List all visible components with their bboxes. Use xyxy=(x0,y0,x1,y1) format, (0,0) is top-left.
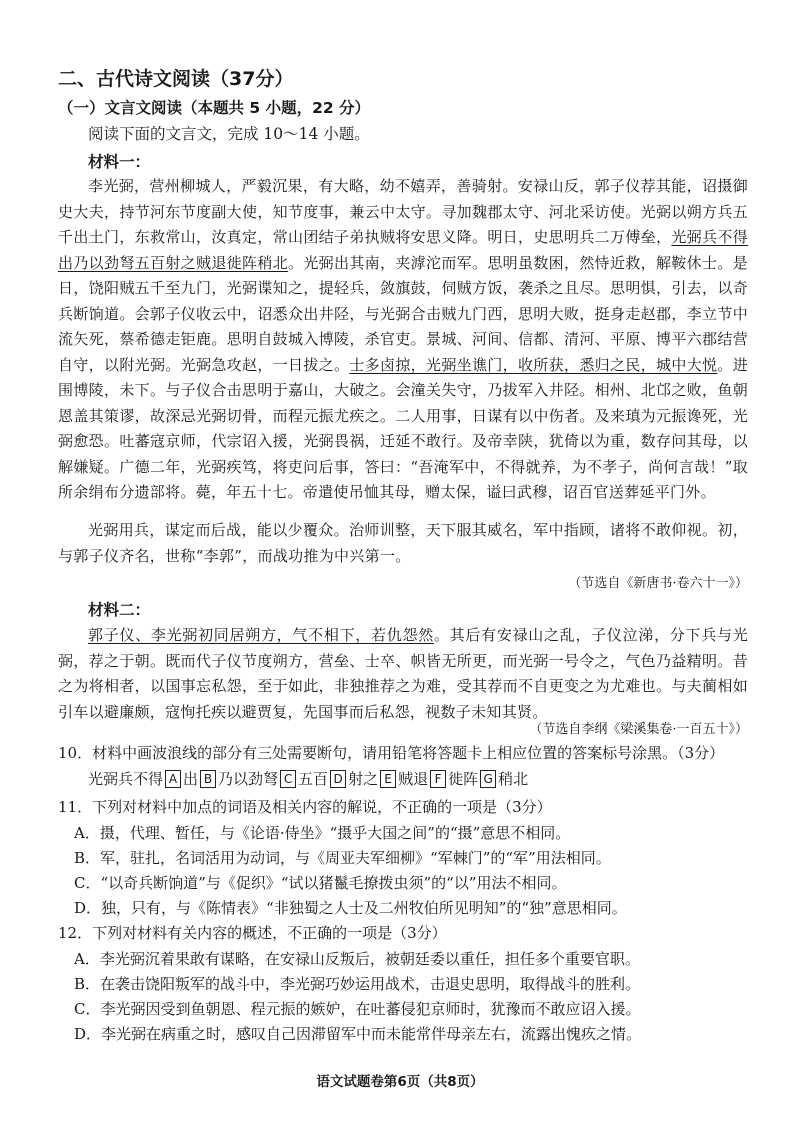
q11-option-b: B．军，驻扎，名词活用为动词，与《周亚夫军细柳》“军棘门”的“军”用法相同。 xyxy=(74,849,611,867)
q10-seg: 出 xyxy=(183,770,199,788)
material1-text-b: 。光弼出其南，夹滹沱而军。思明虽数困，然恃近救，解鞍休士。是日，饶阳贼五千至九门，光弼谍知之，提轻兵，敛旗鼓，伺贼方饭，袭杀之且尽。思明惧，引去，以奇兵断饷道。会郭子仪收云中，诏悉众出井陉，与光弼合击贼九门西，思明大败，挺身走赵郡，李立节中流矢死，蔡希德走钜鹿。思明自鼓城入博陵，杀官吏。景城、河间、信都、清河、平原、博平六郡结营自守，以附光弼。光弼急攻赵，一日拔之。 xyxy=(58,253,748,374)
instruction: 阅读下面的文言文，完成 10～14 小题。 xyxy=(88,125,370,143)
subsection-title: （一）文言文阅读（本题共 5 小题，22 分） xyxy=(58,99,371,117)
question-11: 11．下列对材料中加点的词语及相关内容的解说，不正确的一项是（3分） xyxy=(58,798,552,816)
question-12: 12．下列对材料有关内容的概述，不正确的一项是（3分） xyxy=(58,924,447,942)
q10-option-g[interactable]: G xyxy=(480,770,496,788)
q10-seg: 稍北 xyxy=(498,770,529,788)
underlined-sentence: 士多卤掠，光弼坐谯门，收所获，悉归之民，城中大悦 xyxy=(349,355,718,374)
q10-option-d[interactable]: D xyxy=(330,770,346,788)
q10-option-a[interactable]: A xyxy=(165,770,181,788)
q10-seg: 光弼兵不得 xyxy=(88,770,164,788)
material2-title: 材料二： xyxy=(88,601,151,619)
section-title: 二、古代诗文阅读（37分） xyxy=(58,68,294,90)
q12-option-b: B．在袭击饶阳叛军的战斗中，李光弼巧妙运用战术，击退史思明，取得战斗的胜利。 xyxy=(74,975,641,993)
material2-text: 。其后有安禄山之乱，子仪泣涕，分下兵与光弼，荐之于朝。既而代子仪节度朔方，营垒、士卒、帜皆无所更，而光弼一号令之，气色乃益精明。昔之为将相者，以国事忘私怨，至于如此，非独推荐之为难，受其荐而不自更变之为尤难也。与夫蔺相如引车以避廉颇，寇恂托疾以避贾复，先国事而后私怨，视数子未知其贤。 xyxy=(58,626,748,721)
q10-seg: 贼退 xyxy=(398,770,429,788)
material1-title: 材料一： xyxy=(88,153,151,171)
underlined-sentence-2: 郭子仪、李光弼初同居朔方，气不相下，若仇怨然 xyxy=(88,626,434,644)
question-10: 10．材料中画波浪线的部分有三处需要断句，请用铅笔将答题卡上相应位置的答案标号涂黑。（3分） xyxy=(58,744,725,762)
q10-option-b[interactable]: B xyxy=(200,770,216,788)
material1-text-a: 李光弼，营州柳城人，严毅沉果，有大略，幼不嬉弄，善骑射。安禄山反，郭子仪荐其能，诏摄御史大夫，持节河东节度副大使，知节度事，兼云中太守。寻加魏郡太守、河北采访使。光弼以朔方兵五千出土门，东救常山，汝真定，常山团结子弟执贼将安思义降。明日，史思明兵二万傅垒， xyxy=(58,177,748,246)
page-footer: 语文试题卷第6页（共8页） xyxy=(316,1074,484,1090)
q11-option-c: C．“以奇兵断饷道”与《促织》“试以猪鬣毛撩拨虫须”的“以”用法不相同。 xyxy=(74,874,567,892)
material1-text-c: 。进围博陵，未下。与子仪合击思明于嘉山，大破之。会潼关失守，乃拔军入井陉。相州、北邙之败，鱼朝恩盖其策谬，故深忌光弼切骨，而程元振尤疾之。二人用事，日谋有以中伤者。及来瑱为元振谗死，光弼愈恐。吐蕃寇京师，代宗诏入援，光弼畏祸，迁延不敢行。及帝幸陕，犹倚以为重，数存问其母，以解嫌疑。广德二年，光弼疾笃，将吏问后事，答曰：“吾淹军中，不得就养，为不孝子，尚何言哉！”取所余绢布分遗部将。薨，年五十七。帝遣使吊恤其母，赠太保，谥曰武穆，诏百官送葬延平门外。 xyxy=(58,355,748,501)
q10-option-f[interactable]: F xyxy=(430,770,446,788)
q10-option-c[interactable]: C xyxy=(280,770,296,788)
material2-paragraph xyxy=(58,623,748,725)
q10-seg: 乃以劲弩 xyxy=(218,770,279,788)
material2-source: （节选自李纲《梁溪集卷·一百五十》） xyxy=(529,722,748,737)
q10-seg: 射之 xyxy=(348,770,379,788)
material1-paragraph2: 光弼用兵，谋定而后战，能以少覆众。治师训整，天下服其威名，军中指顾，诸将不敢仰视。初，与郭子仪齐名，世称“李郭”，而战功推为中兴第一。 xyxy=(58,521,748,565)
q10-option-e[interactable]: E xyxy=(380,770,396,788)
material1-paragraph1 xyxy=(58,174,748,506)
q10-seg: 五百 xyxy=(298,770,329,788)
q11-option-d: D．独，只有，与《陈情表》“非独蜀之人士及二州牧伯所见明知”的“独”意思相同。 xyxy=(74,899,627,917)
material1-source: （节选自《新唐书·卷六十一》） xyxy=(568,576,748,591)
q12-option-d: D．李光弼在病重之时，感叹自己因滞留军中而未能常伴母亲左右，流露出愧疚之情。 xyxy=(74,1025,642,1043)
q10-seg: 徙阵 xyxy=(448,770,479,788)
q10-break-options xyxy=(88,768,528,789)
q12-option-c: C．李光弼因受到鱼朝恩、程元振的嫉妒，在吐蕃侵犯京师时，犹豫而不敢应诏入援。 xyxy=(74,1000,641,1018)
q11-option-a: A．摄，代理、暂任，与《论语·侍坐》“摄乎大国之间”的“摄”意思不相同。 xyxy=(74,824,571,842)
q12-option-a: A．李光弼沉着果敢有谋略，在安禄山反叛后，被朝廷委以重任，担任多个重要官职。 xyxy=(74,950,640,968)
wavy-underlined-passage: 光弼兵不得出乃以劲弩五百射之贼退徙阵稍北 xyxy=(58,228,748,272)
